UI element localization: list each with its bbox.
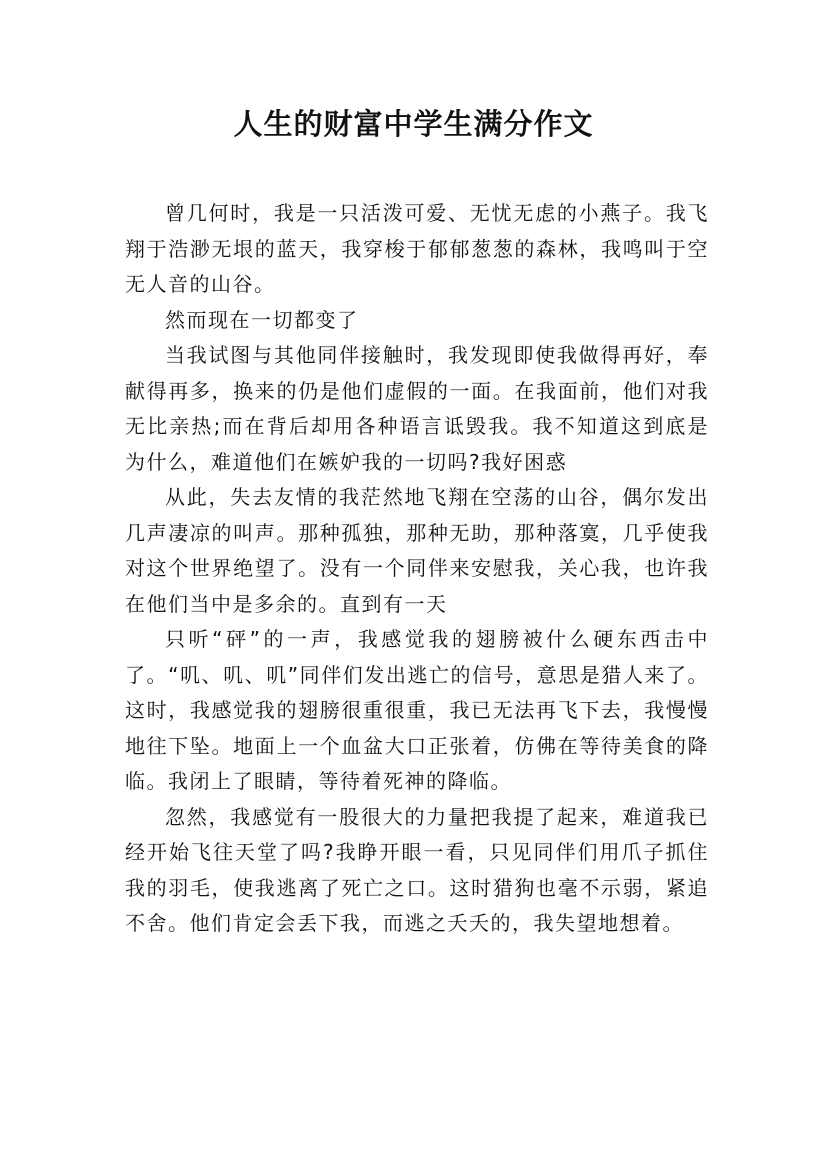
paragraph: 曾几何时，我是一只活泼可爱、无忧无虑的小燕子。我飞翔于浩渺无垠的蓝天，我穿梭于郁郁葱葱的森林，我鸣叫于空无人音的山谷。 xyxy=(125,201,709,296)
document-body xyxy=(125,196,709,942)
paragraph: 当我试图与其他同伴接触时，我发现即使我做得再好，奉献得再多，换来的仍是他们虚假的一面。在我面前，他们对我无比亲热;而在背后却用各种语言诋毁我。我不知道这到底是为什么，难道他们在嫉妒我的一切吗?我好困惑 xyxy=(125,343,709,474)
paragraph: 然而现在一切都变了 xyxy=(165,307,359,332)
paragraph: 从此，失去友情的我茫然地飞翔在空荡的山谷，偶尔发出几声凄凉的叫声。那种孤独，那种无助，那种落寞，几乎使我对这个世界绝望了。没有一个同伴来安慰我，关心我，也许我在他们当中是多余的。直到有一天 xyxy=(125,485,709,616)
paragraph: 只听“砰”的一声，我感觉我的翅膀被什么硬东西击中了。“叽、叽、叽”同伴们发出逃亡的信号，意思是猎人来了。这时，我感觉我的翅膀很重很重，我已无法再飞下去，我慢慢地往下坠。地面上一个血盆大口正张着，仿佛在等待美食的降临。我闭上了眼睛，等待着死神的降临。 xyxy=(125,627,709,793)
document-title: 人生的财富中学生满分作文 xyxy=(233,107,594,141)
paragraph: 忽然，我感觉有一股很大的力量把我提了起来，难道我已经开始飞往天堂了吗?我睁开眼一看，只见同伴们用爪子抓住我的羽毛，使我逃离了死亡之口。这时猎狗也毫不示弱，紧追不舍。他们肯定会丢下我，而逃之夭夭的，我失望地想着。 xyxy=(125,804,709,935)
